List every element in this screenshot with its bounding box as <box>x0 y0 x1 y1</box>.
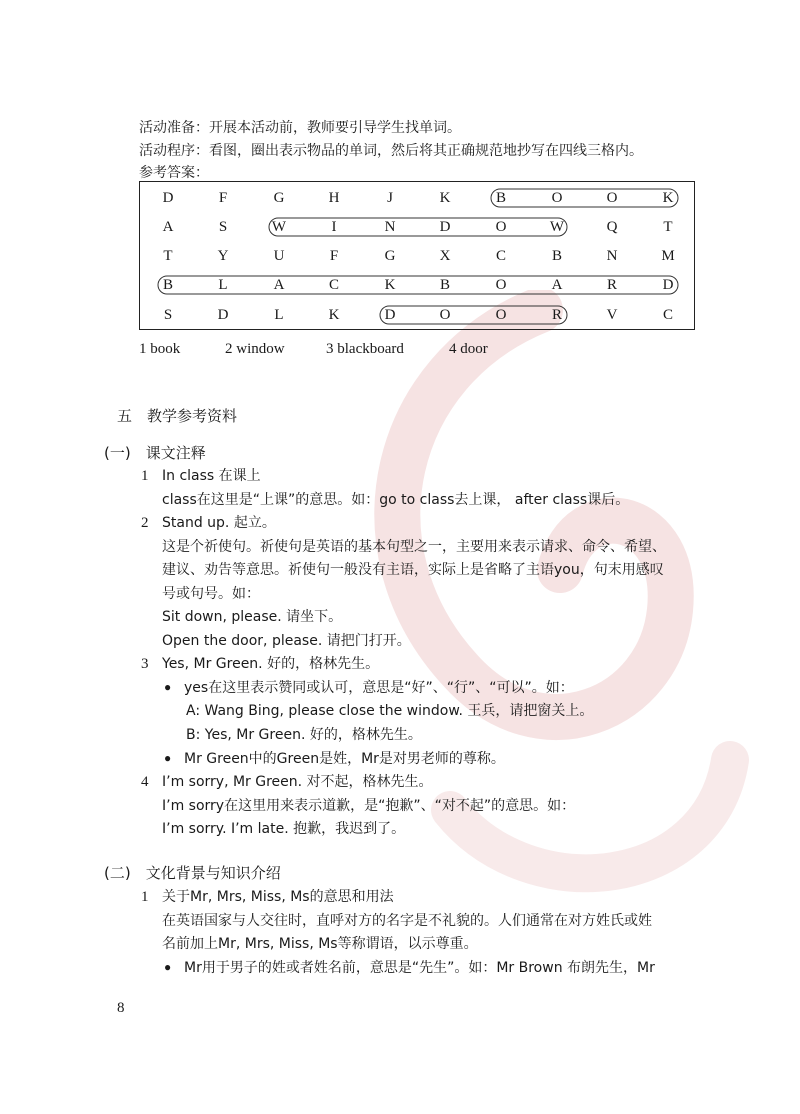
note-body: I’m sorry在这里用来表示道歉，是“抱歉”、“对不起”的意思。如： <box>162 798 576 814</box>
answer-item: 1 book <box>139 341 181 357</box>
note-example: B: Yes, Mr Green. 好的，格林先生。 <box>186 727 422 743</box>
word-search-grid <box>139 181 695 330</box>
bullet-icon: ● <box>164 960 172 974</box>
note-number: 2 <box>141 515 149 531</box>
note-body: 建议、劝告等意思。祈使句一般没有主语，实际上是省略了主语you，句末用感叹 <box>162 562 664 578</box>
grid-letter: K <box>662 190 674 206</box>
grid-letter: Q <box>606 219 618 235</box>
answer-label: 参考答案： <box>139 165 209 181</box>
subsection-title: (二) 文化背景与知识介绍 <box>104 864 281 882</box>
grid-letter: F <box>329 248 339 264</box>
grid-letter: X <box>439 248 451 264</box>
answer-item: 2 window <box>225 341 285 357</box>
grid-letter: R <box>606 277 617 293</box>
note-bullet: Mr用于男子的姓或者姓名前，意思是“先生”。如：Mr Brown 布朗先生，Mr <box>184 960 655 976</box>
grid-letter: J <box>387 190 393 206</box>
note-body: 名前加上Mr, Mrs, Miss, Ms等称谓语，以示尊重。 <box>162 936 478 952</box>
page-number: 8 <box>117 1000 125 1016</box>
note-heading: Stand up. 起立。 <box>162 515 276 531</box>
grid-letter: K <box>328 307 340 323</box>
grid-letter: D <box>662 277 674 293</box>
grid-letter: D <box>217 307 229 323</box>
grid-letter: W <box>549 219 565 235</box>
circled-word-oval <box>380 306 567 324</box>
grid-letter: W <box>271 219 287 235</box>
grid-letter: S <box>163 307 173 323</box>
note-heading: Yes, Mr Green. 好的，格林先生。 <box>162 656 380 672</box>
grid-letter: D <box>439 219 451 235</box>
grid-letter: A <box>273 277 285 293</box>
note-example: A: Wang Bing, please close the window. 王兵，请把窗关上。 <box>186 703 594 719</box>
activity-procedure: 活动程序：看图，圈出表示物品的单词，然后将其正确规范地抄写在四线三格内。 <box>139 143 643 159</box>
note-heading: In class 在课上 <box>162 468 261 484</box>
grid-letter: M <box>661 248 675 264</box>
grid-letter: O <box>495 307 507 323</box>
grid-letter: C <box>495 248 506 264</box>
grid-letter: N <box>606 248 618 264</box>
grid-letter: S <box>218 219 228 235</box>
grid-letter: Y <box>217 248 229 264</box>
note-body: 这是个祈使句。祈使句是英语的基本句型之一，主要用来表示请求、命令、希望、 <box>162 539 666 555</box>
subsection-title: (一) 课文注释 <box>104 444 206 462</box>
grid-letter: T <box>163 248 173 264</box>
note-bullet: yes在这里表示赞同或认可，意思是“好”、“行”、“可以”。如： <box>184 680 574 696</box>
grid-letter: B <box>495 190 506 206</box>
grid-letter: D <box>162 190 174 206</box>
note-body: 在英语国家与人交往时，直呼对方的名字是不礼貌的。人们通常在对方姓氏或姓 <box>162 913 652 929</box>
circled-word-oval <box>269 218 567 236</box>
grid-letter: O <box>551 190 563 206</box>
grid-letter: B <box>162 277 173 293</box>
grid-letter: C <box>328 277 339 293</box>
grid-letter: O <box>439 307 451 323</box>
grid-letter: I <box>331 219 337 235</box>
note-example: Sit down, please. 请坐下。 <box>162 609 343 625</box>
grid-letter: A <box>162 219 174 235</box>
grid-letter: H <box>328 190 340 206</box>
grid-letter: A <box>551 277 563 293</box>
note-heading: I’m sorry, Mr Green. 对不起，格林先生。 <box>162 774 433 790</box>
note-body: 号或句号。如： <box>162 586 260 602</box>
grid-letter: O <box>606 190 618 206</box>
bullet-icon: ● <box>164 680 172 694</box>
grid-letter: O <box>495 277 507 293</box>
grid-letter: U <box>273 248 285 264</box>
section-title: 五 教学参考资料 <box>117 407 238 425</box>
grid-letter: K <box>384 277 396 293</box>
note-example: I’m sorry. I’m late. 抱歉，我迟到了。 <box>162 821 406 837</box>
grid-letter: L <box>274 307 284 323</box>
answer-item: 4 door <box>449 341 488 357</box>
note-body: class在这里是“上课”的意思。如：go to class去上课， after class课后。 <box>162 492 630 508</box>
grid-letter: B <box>551 248 562 264</box>
grid-letter: R <box>551 307 562 323</box>
note-example: Open the door, please. 请把门打开。 <box>162 633 411 649</box>
grid-letter: N <box>384 219 396 235</box>
bullet-icon: ● <box>164 751 172 765</box>
grid-letter: K <box>439 190 451 206</box>
activity-prep: 活动准备：开展本活动前，教师要引导学生找单词。 <box>139 120 461 136</box>
note-number: 4 <box>141 774 149 790</box>
note-number: 3 <box>141 656 149 672</box>
answer-item: 3 blackboard <box>326 341 404 357</box>
grid-letter: T <box>663 219 673 235</box>
grid-letter: G <box>273 190 285 206</box>
grid-letter: G <box>384 248 396 264</box>
note-number: 1 <box>141 889 149 905</box>
grid-letter: F <box>218 190 228 206</box>
grid-letter: D <box>384 307 396 323</box>
circled-word-oval <box>491 189 678 207</box>
grid-letter: B <box>439 277 450 293</box>
grid-letter: C <box>662 307 673 323</box>
note-number: 1 <box>141 468 149 484</box>
note-bullet: Mr Green中的Green是姓，Mr是对男老师的尊称。 <box>184 751 505 767</box>
note-heading: 关于Mr, Mrs, Miss, Ms的意思和用法 <box>162 889 394 905</box>
grid-letter: V <box>606 307 618 323</box>
grid-letter: O <box>495 219 507 235</box>
grid-letter: L <box>218 277 228 293</box>
